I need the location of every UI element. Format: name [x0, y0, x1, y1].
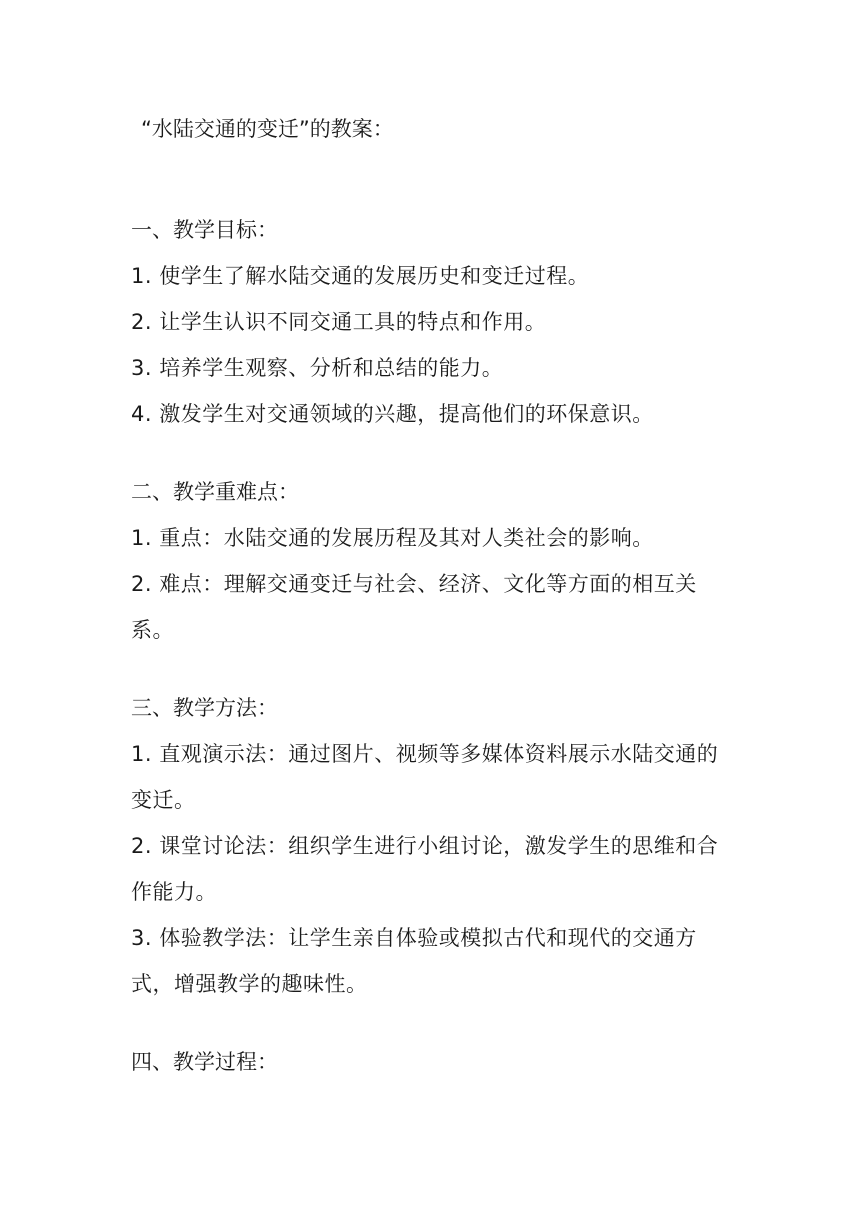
section-key-difficult-points: [131, 469, 731, 653]
list-item: 1. 直观演示法：通过图片、视频等多媒体资料展示水陆交通的变迁。: [131, 742, 719, 812]
section-teaching-objectives: [131, 207, 731, 437]
section-teaching-methods: [131, 685, 731, 1007]
list-item: 2. 让学生认识不同交通工具的特点和作用。: [131, 310, 547, 334]
document-page: [131, 106, 731, 1117]
list-item: 1. 使学生了解水陆交通的发展历史和变迁过程。: [131, 264, 590, 288]
list-item: 1. 重点：水陆交通的发展历程及其对人类社会的影响。: [131, 526, 654, 550]
list-item: 3. 体验教学法：让学生亲自体验或模拟古代和现代的交通方式，增强教学的趣味性。: [131, 926, 697, 996]
list-item: 4. 激发学生对交通领域的兴趣，提高他们的环保意识。: [131, 402, 654, 426]
document-title: “水陆交通的变迁”的教案：: [141, 117, 394, 141]
list-item: 2. 难点：理解交通变迁与社会、经济、文化等方面的相互关系。: [131, 572, 697, 642]
list-item: 2. 课堂讨论法：组织学生进行小组讨论，激发学生的思维和合作能力。: [131, 834, 719, 904]
section-heading: 二、教学重难点：: [131, 480, 299, 504]
section-heading: 四、教学过程：: [131, 1050, 278, 1074]
section-heading: 一、教学目标：: [131, 218, 278, 242]
section-teaching-process: [131, 1039, 731, 1085]
section-heading: 三、教学方法：: [131, 696, 278, 720]
list-item: 3. 培养学生观察、分析和总结的能力。: [131, 356, 504, 380]
